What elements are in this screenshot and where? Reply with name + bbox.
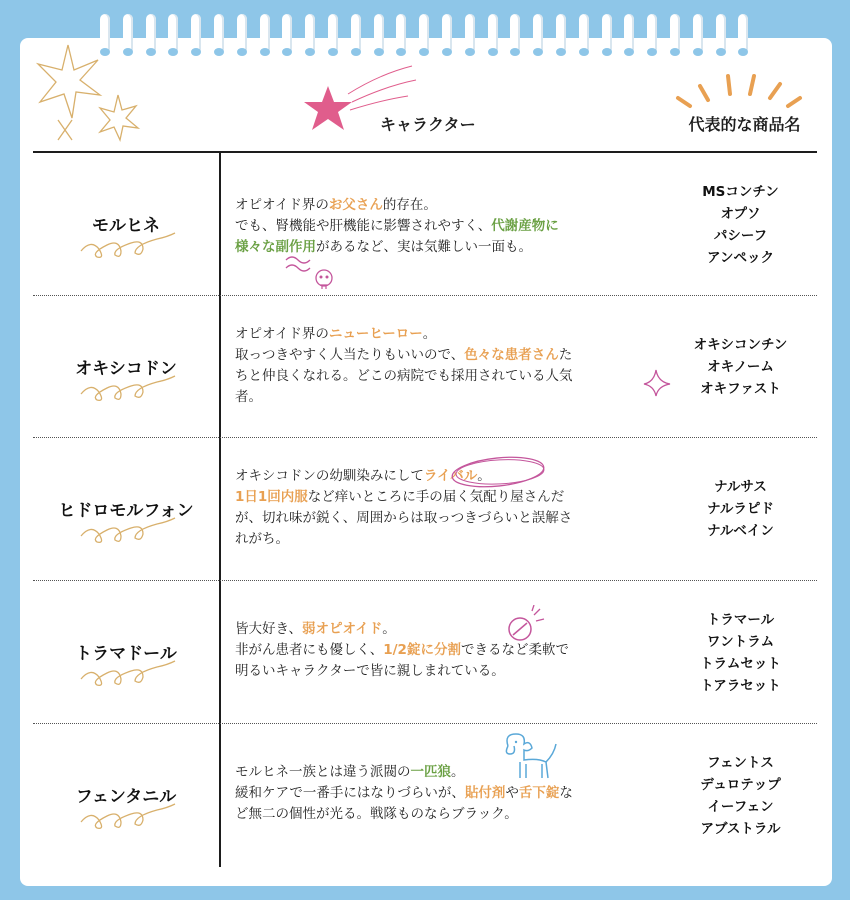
highlight-text: 色々な患者さん — [464, 347, 559, 363]
description-text: た — [558, 347, 573, 363]
ring-hole — [465, 48, 475, 56]
description-text: ちと仲良くなれる。どこの病院でも採用されている人気 — [235, 368, 573, 384]
product-list — [663, 476, 818, 542]
ring-hole — [602, 48, 612, 56]
product-list — [663, 609, 818, 697]
character-row — [33, 581, 817, 724]
character-row — [33, 296, 817, 438]
product-name: オキノーム — [707, 359, 774, 375]
description-text: 者。 — [235, 389, 262, 405]
description-text: 。 — [382, 621, 396, 637]
highlight-text: 一匹狼 — [410, 764, 451, 780]
swirl-doodle-icon — [77, 800, 177, 834]
product-name: トラマール — [706, 612, 775, 628]
highlight-text: ニューヒーロー — [328, 326, 423, 342]
character-description — [235, 762, 655, 825]
ring-hole — [670, 48, 680, 56]
circle-highlight-icon — [448, 452, 548, 492]
description-text: オピオイド界の — [235, 326, 329, 342]
skull-squiggle-icon — [282, 252, 342, 292]
product-name: オキシコンチン — [693, 337, 788, 353]
ring-hole — [716, 48, 726, 56]
description-text: な — [559, 785, 573, 801]
product-name: ナルサス — [714, 479, 767, 495]
description-text: でも、腎機能や肝機能に影響されやすく、 — [235, 218, 492, 234]
product-name: トラムセット — [700, 656, 781, 672]
description-text: 。 — [477, 468, 491, 484]
ring-hole — [237, 48, 247, 56]
highlight-text: 1/2錠に分割 — [383, 642, 461, 658]
swirl-doodle-icon — [77, 514, 177, 548]
highlight-text: 様々な副作用 — [235, 239, 316, 255]
sparkle-doodle-icon — [28, 40, 148, 150]
product-name: フェントス — [707, 755, 774, 771]
description-text: 。 — [422, 326, 437, 342]
ring-hole — [693, 48, 703, 56]
ring-hole — [442, 48, 452, 56]
description-text: があるなど、実は気難しい一面も。 — [316, 239, 532, 255]
ring-hole — [214, 48, 224, 56]
character-description — [235, 619, 655, 682]
product-name: アンペック — [707, 250, 774, 266]
highlight-text: ライバル — [423, 468, 478, 484]
product-name: パシーフ — [713, 228, 768, 244]
character-description — [235, 466, 655, 550]
product-name: MSコンチン — [702, 184, 779, 200]
highlight-text: 弱オピオイド — [301, 621, 383, 637]
product-name: オキファスト — [700, 381, 781, 397]
character-name: オキシコドン — [75, 359, 177, 379]
description-text: 皆大好き、 — [235, 621, 302, 637]
character-name: モルヒネ — [92, 216, 160, 236]
product-name: デュロテップ — [700, 777, 781, 793]
product-name: ワントラム — [706, 634, 775, 650]
ring-hole — [374, 48, 384, 56]
character-description — [235, 324, 655, 408]
product-name: オプソ — [720, 206, 761, 222]
dog-doodle-icon — [498, 730, 562, 782]
character-row — [33, 438, 817, 581]
ring-hole — [488, 48, 498, 56]
pill-icon — [502, 605, 548, 645]
swirl-doodle-icon — [77, 229, 177, 263]
swirl-doodle-icon — [77, 372, 177, 406]
swirl-doodle-icon — [77, 657, 177, 691]
description-text: オキシコドンの幼馴染みにして — [235, 468, 424, 484]
character-row — [33, 724, 817, 867]
description-text: れがち。 — [235, 531, 289, 547]
ring-hole — [328, 48, 338, 56]
character-row — [33, 153, 817, 296]
character-name: トラマドール — [75, 644, 177, 664]
highlight-text: 舌下錠 — [518, 785, 560, 801]
sunburst-doodle-icon — [670, 68, 810, 114]
product-name: イーフェン — [707, 799, 774, 815]
ring-hole — [556, 48, 566, 56]
product-name: アブストラル — [700, 821, 781, 837]
description-text: オピオイド界の — [235, 197, 329, 213]
product-list — [663, 181, 818, 269]
description-text: 的存在。 — [382, 197, 437, 213]
ring-hole — [579, 48, 589, 56]
description-text: 明るいキャラクターで皆に親しまれている。 — [235, 663, 505, 679]
description-text: 。 — [451, 764, 465, 780]
product-name: ナルラピド — [707, 501, 774, 517]
product-list — [663, 752, 818, 840]
description-text: 取っつきやすく人当たりもいいので、 — [235, 347, 465, 363]
highlight-text: 貼付剤 — [464, 785, 506, 801]
product-name: トアラセット — [700, 678, 781, 694]
product-name: ナルベイン — [707, 523, 774, 539]
highlight-text: 代謝産物に — [491, 218, 559, 234]
products-column-header: 代表的な商品名 — [688, 115, 801, 134]
ring-hole — [351, 48, 361, 56]
description-text: や — [505, 785, 519, 801]
character-name: ヒドロモルフォン — [58, 501, 194, 521]
description-text: など痒いところに手の届く気配り屋さんだ — [307, 489, 565, 505]
description-text: できるなど柔軟で — [460, 642, 569, 658]
description-text: モルヒネ一族とは違う派閥の — [235, 764, 411, 780]
product-list — [663, 334, 818, 400]
description-text: 緩和ケアで一番手にはなりづらいが、 — [235, 785, 465, 801]
highlight-text: お父さん — [328, 197, 383, 213]
highlight-text: 1日1回内服 — [235, 489, 308, 505]
description-text: 非がん患者にも優しく、 — [235, 642, 384, 658]
character-name: フェンタニル — [75, 787, 177, 807]
description-text: ど無二の個性が光る。戦隊ものならブラック。 — [235, 806, 518, 822]
character-description — [235, 195, 655, 258]
ring-hole — [260, 48, 270, 56]
sparkle-icon — [642, 368, 672, 398]
description-text: が、切れ味が鋭く、周囲からは取っつきづらいと誤解さ — [235, 510, 573, 526]
character-column-header: キャラクター — [380, 115, 476, 134]
